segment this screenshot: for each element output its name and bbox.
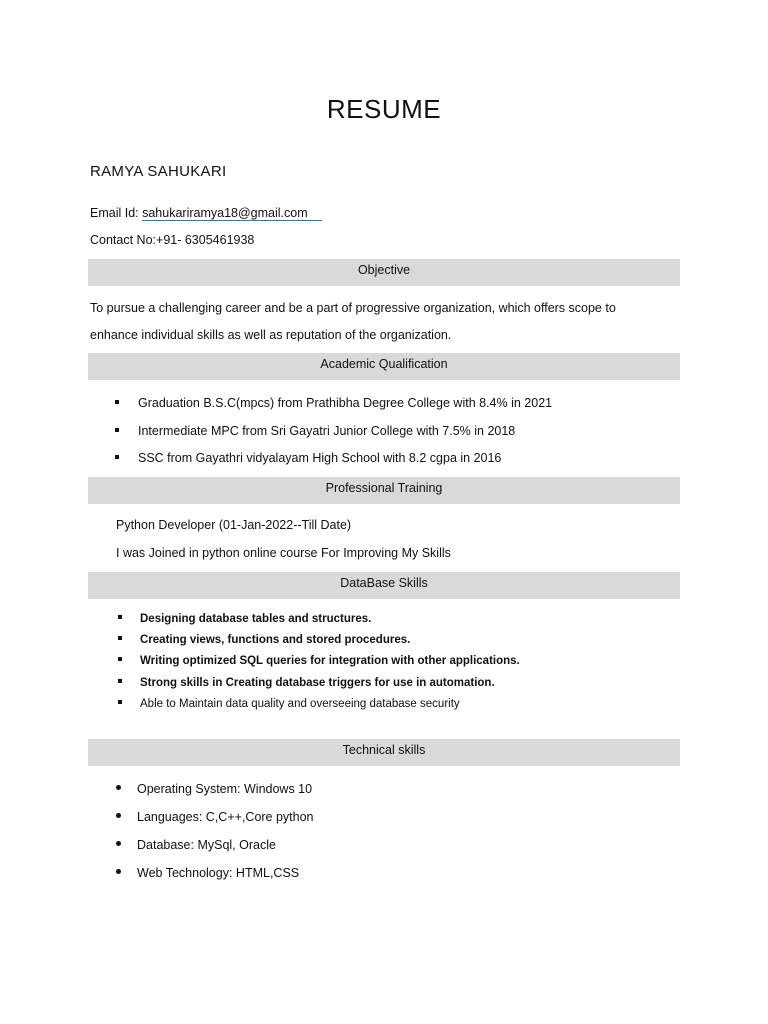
round-bullet-icon	[116, 869, 121, 874]
email-line	[90, 206, 322, 220]
list-item: Creating views, functions and stored procedures.	[118, 634, 410, 646]
list-item: Able to Maintain data quality and overseeing database security	[118, 698, 460, 710]
round-bullet-icon	[116, 841, 121, 846]
skill-label: Database:	[137, 838, 194, 852]
skill-label: Languages: C,C++,Core python	[137, 810, 314, 824]
email-link[interactable]: sahukariramya18@gmail.com	[142, 206, 322, 221]
skill-value: MySql, Oracle	[193, 838, 276, 852]
list-item: Writing optimized SQL queries for integration with other applications.	[118, 655, 520, 667]
list-item: Strong skills in Creating database triggers for use in automation.	[118, 677, 495, 689]
square-bullet-icon	[118, 636, 122, 640]
list-item	[116, 810, 314, 824]
square-bullet-icon	[115, 428, 119, 432]
list-item: Designing database tables and structures.	[118, 613, 371, 625]
skill-value: HTML,CSS	[232, 866, 300, 880]
list-item: SSC from Gayathri vidyalayam High School with 8.2 cgpa in 2016	[115, 451, 501, 465]
square-bullet-icon	[118, 615, 122, 619]
section-database-heading: DataBase Skills	[88, 572, 680, 599]
candidate-name: RAMYA SAHUKARI	[90, 163, 227, 180]
list-item	[116, 838, 276, 852]
list-item: Intermediate MPC from Sri Gayatri Junior College with 7.5% in 2018	[115, 424, 515, 438]
page-title: RESUME	[326, 94, 442, 124]
objective-line-1: To pursue a challenging career and be a part of progressive organization, which offers scope to	[90, 301, 616, 315]
list-item	[116, 782, 312, 796]
list-item: Graduation B.S.C(mpcs) from Prathibha Degree College with 8.4% in 2021	[115, 396, 552, 410]
email-label: Email Id:	[90, 206, 143, 220]
phone-line	[90, 233, 254, 247]
square-bullet-icon	[115, 455, 119, 459]
round-bullet-icon	[116, 785, 121, 790]
training-role: Python Developer (01-Jan-2022--Till Date)	[116, 518, 352, 532]
section-technical-heading: Technical skills	[88, 739, 680, 766]
section-objective-heading: Objective	[88, 259, 680, 286]
section-academic-heading: Academic Qualification	[88, 353, 680, 380]
square-bullet-icon	[118, 657, 122, 661]
phone-value: +91- 6305461938	[156, 233, 255, 247]
list-item	[116, 866, 299, 880]
skill-value: Windows 10	[240, 782, 313, 796]
objective-text	[90, 295, 690, 349]
round-bullet-icon	[116, 813, 121, 818]
skill-label: Operating System:	[137, 782, 241, 796]
square-bullet-icon	[118, 700, 122, 704]
objective-line-2: enhance individual skills as well as reputation of the organization.	[90, 328, 452, 342]
training-description: I was Joined in python online course For Improving My Skills	[116, 546, 451, 560]
phone-label: Contact No:	[90, 233, 157, 247]
square-bullet-icon	[118, 679, 122, 683]
skill-label: Web Technology:	[137, 866, 233, 880]
square-bullet-icon	[115, 400, 119, 404]
section-training-heading: Professional Training	[88, 477, 680, 504]
